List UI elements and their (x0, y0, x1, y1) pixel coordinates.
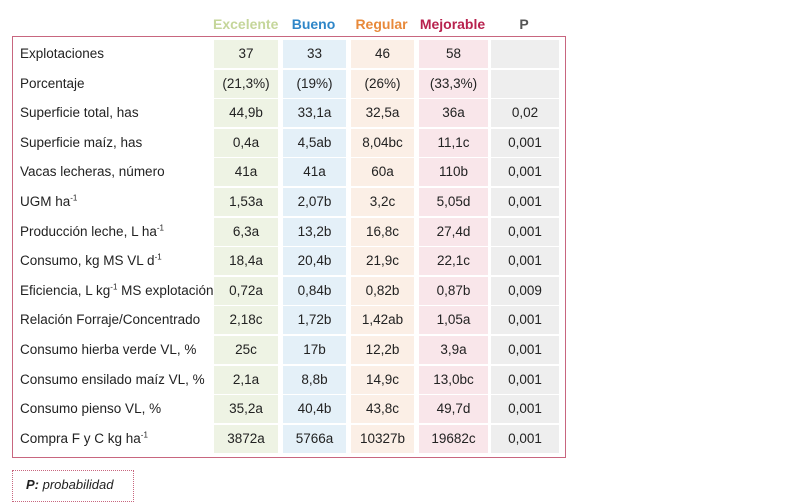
cell-regular: 3,2c (351, 188, 414, 216)
cell-regular: 0,82b (351, 277, 414, 305)
cell-mejorable: 49,7d (419, 395, 488, 423)
row-label: UGM $ha^{-1}$ (20, 193, 78, 209)
cell-p: 0,009 (491, 277, 559, 305)
table-row (13, 70, 565, 98)
cell-regular: 21,9c (351, 247, 414, 275)
cell-excelente: 3872a (214, 425, 278, 453)
row-label: Explotaciones (20, 46, 105, 61)
column-headers (0, 14, 800, 34)
cell-p: 0,001 (491, 218, 559, 246)
row-label: Porcentaje (20, 75, 85, 91)
cell-regular: 46 (351, 40, 414, 68)
row-label: Superficie total, has (20, 105, 139, 121)
cell-bueno: 41a (283, 158, 346, 186)
cell-p: 0,001 (491, 336, 559, 364)
cell-excelente: 25c (214, 336, 278, 364)
data-table (12, 36, 566, 458)
cell-excelente: 35,2a (214, 395, 278, 423)
cell-bueno: (19%) (283, 70, 346, 98)
cell-p: 0,001 (491, 425, 559, 453)
table-row (13, 366, 565, 394)
cell-bueno: 17b (283, 336, 346, 364)
cell-p: 0,001 (491, 366, 559, 394)
cell-excelente: (21,3%) (214, 70, 278, 98)
cell-excelente: 0,72a (214, 277, 278, 305)
cell-excelente: 1,53a (214, 188, 278, 216)
cell-excelente: 41a (214, 158, 278, 186)
cell-p: 0,001 (491, 188, 559, 216)
cell-bueno: 13,2b (283, 218, 346, 246)
row-label: Consumo, kg MS VL $d^{-1}$ (20, 252, 162, 269)
row-label: Consumo ensilado maíz VL, % (20, 371, 205, 387)
table-row (13, 99, 565, 127)
cell-mejorable: 11,1c (419, 129, 488, 157)
row-label: Consumo hierba verde VL, % (20, 342, 197, 357)
cell-regular: 43,8c (351, 395, 414, 423)
cell-regular: 1,42ab (351, 306, 414, 334)
header-regular: Regular (355, 16, 408, 32)
cell-regular: 16,8c (351, 218, 414, 246)
cell-bueno: 33,1a (283, 99, 346, 127)
row-label: Producción leche, L $ha^{-1}$ (20, 223, 164, 239)
table-row (13, 247, 565, 275)
cell-mejorable: 5,05d (419, 188, 488, 216)
cell-bueno: 40,4b (283, 395, 346, 423)
row-label: Eficiencia, L $kg^{-1}$ MS explotación (20, 282, 214, 298)
cell-regular: 10327b (351, 425, 414, 453)
cell-p: 0,001 (491, 306, 559, 334)
table-row (13, 277, 565, 305)
row-label: Consumo pienso VL, % (20, 401, 162, 417)
cell-mejorable: 58 (419, 40, 488, 68)
cell-mejorable: (33,3%) (419, 70, 488, 98)
cell-bueno: 8,8b (283, 366, 346, 394)
table-row (13, 218, 565, 246)
cell-bueno: 33 (283, 40, 346, 68)
note-text: probabilidad (39, 477, 114, 492)
cell-regular: 14,9c (351, 366, 414, 394)
header-mejorable: Mejorable (419, 16, 486, 32)
cell-excelente: 37 (214, 40, 278, 68)
note-key: P: (26, 477, 39, 492)
cell-mejorable: 13,0bc (419, 366, 488, 394)
cell-excelente: 44,9b (214, 99, 278, 127)
cell-p: 0,001 (491, 129, 559, 157)
cell-bueno: 20,4b (283, 247, 346, 275)
row-label: Superficie maíz, has (20, 134, 143, 150)
cell-excelente: 2,18c (214, 306, 278, 334)
cell-p: 0,001 (491, 395, 559, 423)
cell-mejorable: 27,4d (419, 218, 488, 246)
cell-mejorable: 1,05a (419, 306, 488, 334)
table-row (13, 158, 565, 186)
cell-p: 0,02 (491, 99, 559, 127)
cell-mejorable: 0,87b (419, 277, 488, 305)
cell-regular: 12,2b (351, 336, 414, 364)
header-p: P (519, 16, 529, 32)
cell-regular: 60a (351, 158, 414, 186)
cell-mejorable: 36a (419, 99, 488, 127)
row-label: Compra F y C kg $ha^{-1}$ (20, 430, 148, 446)
table-row (13, 40, 565, 68)
cell-regular: 8,04bc (351, 129, 414, 157)
cell-excelente: 18,4a (214, 247, 278, 275)
table-row (13, 425, 565, 453)
cell-mejorable: 19682c (419, 425, 488, 453)
table-row (13, 188, 565, 216)
table-row (13, 336, 565, 364)
cell-mejorable: 110b (419, 158, 488, 186)
cell-regular: 32,5a (351, 99, 414, 127)
row-label: Vacas lecheras, número (20, 164, 165, 180)
cell-excelente: 2,1a (214, 366, 278, 394)
cell-p (491, 70, 559, 98)
row-label: Relación Forraje/Concentrado (20, 312, 201, 328)
table-row (13, 129, 565, 157)
cell-mejorable: 3,9a (419, 336, 488, 364)
cell-excelente: 0,4a (214, 129, 278, 157)
cell-p: 0,001 (491, 247, 559, 275)
cell-bueno: 2,07b (283, 188, 346, 216)
cell-excelente: 6,3a (214, 218, 278, 246)
cell-bueno: 0,84b (283, 277, 346, 305)
header-excelente: Excelente (213, 16, 279, 32)
cell-regular: (26%) (351, 70, 414, 98)
legend-note (12, 470, 134, 502)
cell-bueno: 1,72b (283, 306, 346, 334)
table-row (13, 395, 565, 423)
header-bueno: Bueno (291, 16, 336, 32)
cell-mejorable: 22,1c (419, 247, 488, 275)
cell-bueno: 5766a (283, 425, 346, 453)
table-row (13, 306, 565, 334)
cell-p (491, 40, 559, 68)
cell-p: 0,001 (491, 158, 559, 186)
cell-bueno: 4,5ab (283, 129, 346, 157)
